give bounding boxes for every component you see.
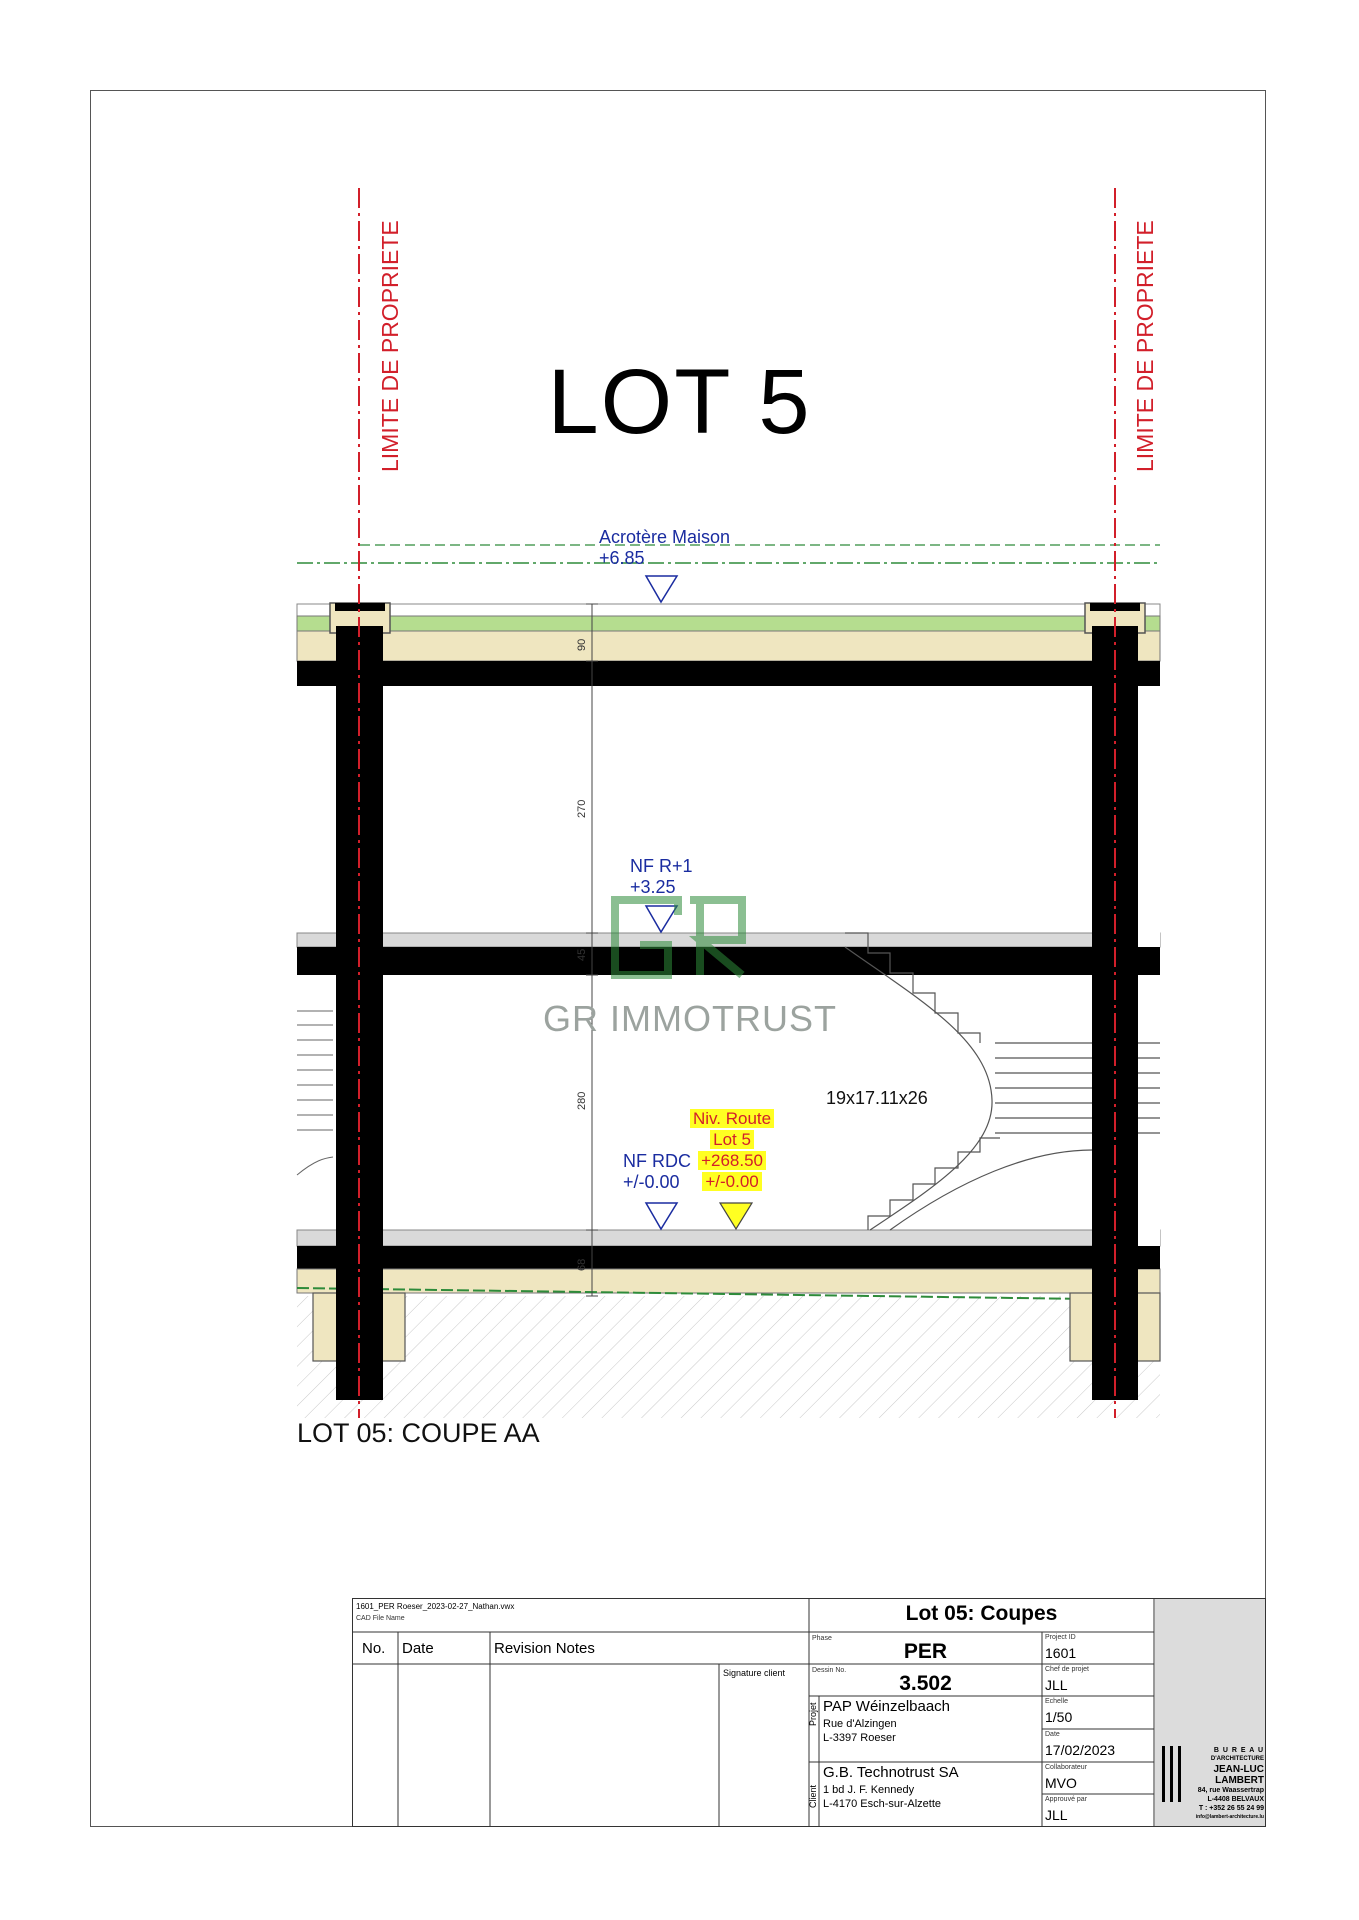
scale-value: 1/50 (1045, 1709, 1073, 1725)
level-label-acrotere (599, 527, 730, 569)
office-info (1188, 1746, 1264, 1822)
dimension-270: 270 (576, 799, 588, 818)
level-value: +3.25 (630, 877, 676, 897)
office-address-2: L-4408 BELVAUX (1207, 1796, 1264, 1803)
road-level-label (690, 1108, 774, 1192)
rdc-slab-end (1138, 1246, 1160, 1269)
drawing-no-label: Dessin No. (812, 1667, 847, 1674)
level-marker-r1 (646, 906, 677, 932)
client-side-label: Client (808, 1784, 818, 1808)
chef-label: Chef de projet (1045, 1666, 1089, 1673)
client-address-2: L-4170 Esch-sur-Alzette (823, 1798, 941, 1810)
rdc-floor-finish (297, 1230, 1160, 1246)
r1-slab-end (1138, 947, 1160, 975)
collaborator-value: MVO (1045, 1775, 1077, 1791)
dimension-280: 280 (576, 1091, 588, 1110)
drawing-no-value: 3.502 (899, 1672, 952, 1695)
ground-hatch (297, 1296, 1160, 1418)
watermark-text: GR IMMOTRUST (543, 998, 837, 1039)
level-name: NF RDC (623, 1151, 691, 1171)
chef-value: JLL (1045, 1677, 1068, 1693)
property-limit-label-right: LIMITE DE PROPRIETE (1132, 220, 1158, 472)
approved-value: JLL (1045, 1807, 1068, 1823)
office-line-4: LAMBERT (1215, 1775, 1264, 1786)
roof-insulation (297, 631, 1160, 661)
date-label: Date (1045, 1731, 1060, 1738)
dimension-68: 68 (576, 1258, 588, 1271)
project-id-value: 1601 (1045, 1645, 1077, 1661)
dimension-90: 90 (576, 638, 588, 651)
client-address-1: 1 bd J. F. Kennedy (823, 1784, 915, 1796)
roof-slab-end (1138, 661, 1160, 686)
scale-label: Echelle (1045, 1698, 1068, 1705)
level-marker-road (720, 1203, 752, 1229)
phase-label: Phase (812, 1635, 832, 1642)
level-marker-rdc (646, 1203, 677, 1229)
road-level-line2: Lot 5 (710, 1130, 754, 1149)
property-limit-label-left: LIMITE DE PROPRIETE (377, 220, 403, 472)
cad-file-name: 1601_PER Roeser_2023-02-27_Nathan.vwx (356, 1602, 515, 1611)
level-value: +/-0.00 (623, 1172, 680, 1192)
col-date: Date (402, 1640, 434, 1657)
level-label-rdc (623, 1151, 691, 1193)
road-level-line3: +268.50 (698, 1151, 766, 1170)
project-address-1: Rue d'Alzingen (823, 1718, 897, 1730)
office-email: info@lambert-architecture.lu (1195, 1814, 1264, 1820)
dimension-45: 45 (576, 948, 588, 961)
date-value: 17/02/2023 (1045, 1742, 1116, 1758)
office-line-2: D'ARCHITECTURE (1210, 1756, 1264, 1762)
project-name: PAP Wéinzelbaach (823, 1698, 951, 1715)
road-level-line1: Niv. Route (690, 1109, 774, 1128)
project-side-label: Projet (808, 1702, 818, 1726)
level-name: NF R+1 (630, 856, 693, 876)
collaborator-label: Collaborateur (1045, 1764, 1088, 1771)
client-name: G.B. Technotrust SA (823, 1764, 959, 1781)
cad-file-label: CAD File Name (356, 1615, 405, 1622)
phase-value: PER (903, 1640, 948, 1663)
section-caption: LOT 05: COUPE AA (297, 1418, 540, 1448)
drawing-title: LOT 5 (547, 351, 812, 453)
roof-green-layer (297, 616, 1160, 631)
roof-slab (297, 661, 1160, 686)
office-line-1: B U R E A U (1213, 1747, 1264, 1754)
office-tel: T : +352 26 55 24 99 (1198, 1805, 1264, 1812)
project-id-label: Project ID (1045, 1634, 1076, 1641)
level-label-r1 (630, 856, 693, 898)
office-line-3: JEAN-LUC (1213, 1764, 1264, 1775)
title-block (352, 1598, 1266, 1827)
road-level-line4: +/-0.00 (702, 1172, 761, 1191)
level-name: Acrotère Maison (599, 527, 731, 547)
rdc-slab (297, 1246, 1160, 1269)
stair-left-fragment (297, 1011, 333, 1175)
office-address-1: 84, rue Waassertrap (1197, 1787, 1264, 1794)
sheet-title: Lot 05: Coupes (905, 1602, 1058, 1625)
stair-label: 19x17.11x26 (826, 1088, 928, 1108)
approved-label: Approuvé par (1045, 1796, 1088, 1803)
col-no: No. (362, 1640, 386, 1657)
signature-label: Signature client (723, 1668, 786, 1678)
col-revision-notes: Revision Notes (494, 1640, 595, 1657)
roof-top-membrane (297, 604, 1160, 616)
level-value: +6.85 (599, 548, 645, 568)
project-address-2: L-3397 Roeser (823, 1732, 896, 1744)
office-logo-bars-icon (1162, 1746, 1184, 1802)
level-marker-acrotere (646, 576, 677, 602)
